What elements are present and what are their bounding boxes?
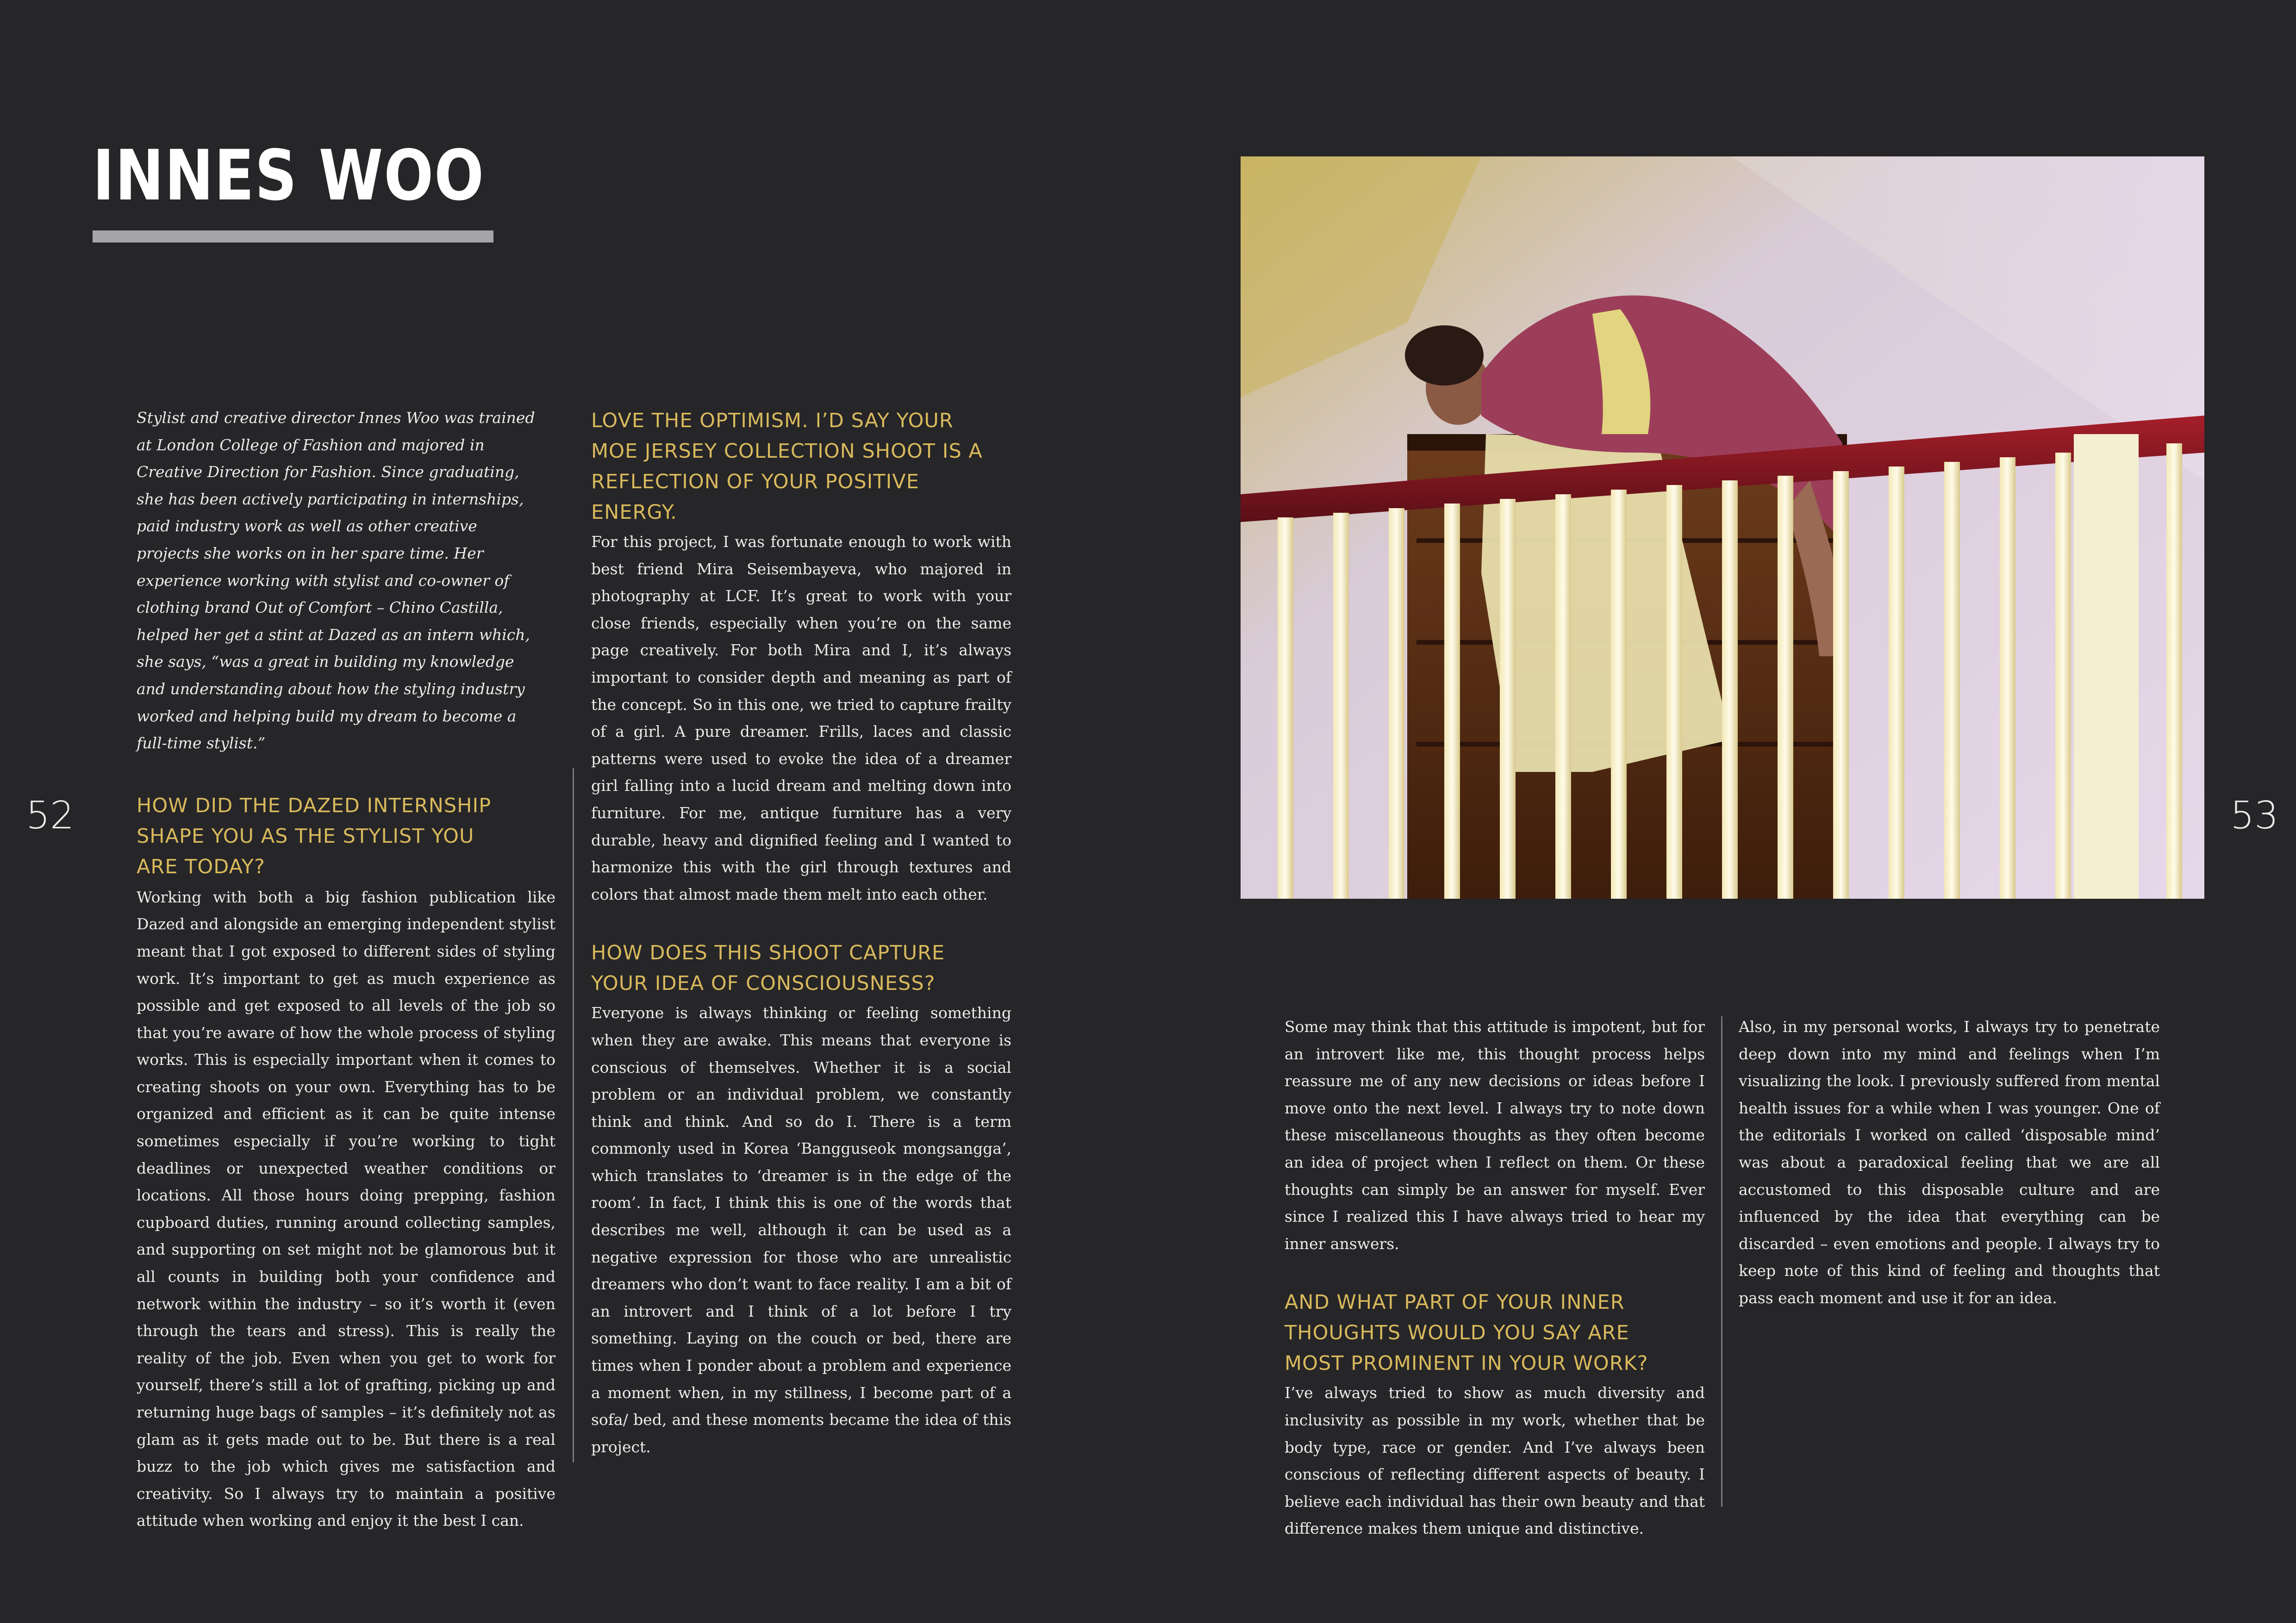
answer-paragraph: Some may think that this attitude is impotent, but for an introvert like me, this thought process helps reassure me of any new decisions or ideas before I move onto the next level. I always try to note down these miscellaneous thoughts as they often become an idea of project when I reflect on them. Or these thoughts can simply be an answer for myself. Ever since I realized this I have always tried to hear my inner answers.: [1285, 1018, 1705, 1253]
question-heading: HOW DID THE DAZED INTERNSHIP SHAPE YOU AS THE STYLIST YOU ARE TODAY?: [137, 794, 492, 878]
page-title: INNES WOO: [93, 136, 485, 216]
column-2: [591, 405, 1011, 1461]
column-4: [1739, 1014, 2160, 1312]
answer-paragraph: Working with both a big fashion publication like Dazed and alongside an emerging independent stylist meant that I got exposed to different sides of styling work. It’s important to get as much experience as possible and get exposed to all levels of the job so that you’re aware of how the whole process of styling works. This is especially important when it comes to creating shoots on your own. Everything has to be organized and efficient as it can be quite intense sometimes especially if you’re working to tight deadlines or unexpected weather conditions or locations. All those hours doing prepping, fashion cupboard duties, running around collecting samples, and supporting on set might not be glamorous but it all counts in building both your confidence and network within the industry – so it’s worth it (even through the tears and stress). This is really the reality of the job. Even when you get to work for yourself, there’s still a lot of grafting, picking up and returning huge bags of samples – it’s definitely not as glam as it gets made out to be. But there is a real buzz to the job which gives me satisfaction and creativity. So I always try to maintain a positive attitude when working and enjoy it the best I can.: [137, 888, 555, 1530]
title-underline: [93, 230, 493, 243]
answer-paragraph: Also, in my personal works, I always try to penetrate deep down into my mind and feelings when I’m visualizing the look. I previously suffered from mental health issues for a while when I was younger. One of the editorials I worked on called ‘disposable mind’ was about a paradoxical feeling that we are all accustomed to this disposable culture and are influenced by the idea that everything can be discarded – even emotions and people. I always try to keep note of this kind of feeling and thoughts that pass each moment and use it for an idea.: [1739, 1018, 2160, 1307]
answer-paragraph: I’ve always tried to show as much diversity and inclusivity as possible in my work, whether that be body type, race or gender. And I’ve always been conscious of reflecting different aspects of beauty. I believe each individual has their own beauty and that difference makes them unique and distinctive.: [1285, 1384, 1705, 1538]
column-divider: [1721, 1016, 1722, 1507]
question-heading: HOW DOES THIS SHOOT CAPTURE YOUR IDEA OF CONSCIOUSNESS?: [591, 941, 945, 995]
page-number-right: 53: [2230, 794, 2279, 838]
question-heading: LOVE THE OPTIMISM. I’D SAY YOUR MOE JERSEY COLLECTION SHOOT IS A REFLECTION OF YOUR POSITIVE ENERGY.: [591, 409, 983, 524]
question-heading: AND WHAT PART OF YOUR INNER THOUGHTS WOULD YOU SAY ARE MOST PROMINENT IN YOUR WORK?: [1285, 1291, 1648, 1375]
editorial-photo-image: [1241, 156, 2204, 899]
answer-paragraph: For this project, I was fortunate enough to work with best friend Mira Seisembayeva, who majored in photography at LCF. It’s great to work with your close friends, especially when you’re on the same page creatively. For both Mira and I, it’s always important to consider depth and meaning as part of the concept. So in this one, we tried to capture frailty of a girl. A pure dreamer. Frills, laces and classic patterns were used to evoke the idea of a dreamer girl falling into a lucid dream and melting down into furniture. For me, antique furniture has a very durable, heavy and dignified feeling and I wanted to harmonize this with the girl through textures and colors that almost made them melt into each other.: [591, 533, 1011, 903]
editorial-photo: [1241, 156, 2204, 899]
answer-paragraph: Everyone is always thinking or feeling something when they are awake. This means that everyone is conscious of themselves. Whether it is a social problem or an individual problem, we constantly think and think. And so do I. There is a term commonly used in Korea ‘Bangguseok mongsangga’, which translates to ‘dreamer is in the edge of the room’. In fact, I think this is one of the words that describes me well, although it can be used as a negative expression for those who are unrealistic dreamers who don’t want to face reality. I am a bit of an introvert and I think of a lot before I try something. Laying on the couch or bed, there are times when I ponder about a problem and experience a moment when, in my stillness, I become part of a sofa/ bed, and these moments became the idea of this project.: [591, 1004, 1011, 1456]
intro-paragraph: Stylist and creative director Innes Woo was trained at London College of Fashion and majored in Creative Direction for Fashion. Since graduating, she has been actively participating in internships, paid industry work as well as other creative projects she works on in her spare time. Her experience working with stylist and co-owner of clothing brand Out of Comfort – Chino Castilla, helped her get a stint at Dazed as an intern which, she says, “was a great in building my knowledge and understanding about how the styling industry worked and helping build my dream to become a full-time stylist.”: [137, 409, 535, 752]
page-number-left: 52: [26, 794, 75, 838]
column-1: [137, 404, 555, 1535]
column-divider: [573, 768, 574, 1462]
column-3: [1285, 1014, 1705, 1542]
